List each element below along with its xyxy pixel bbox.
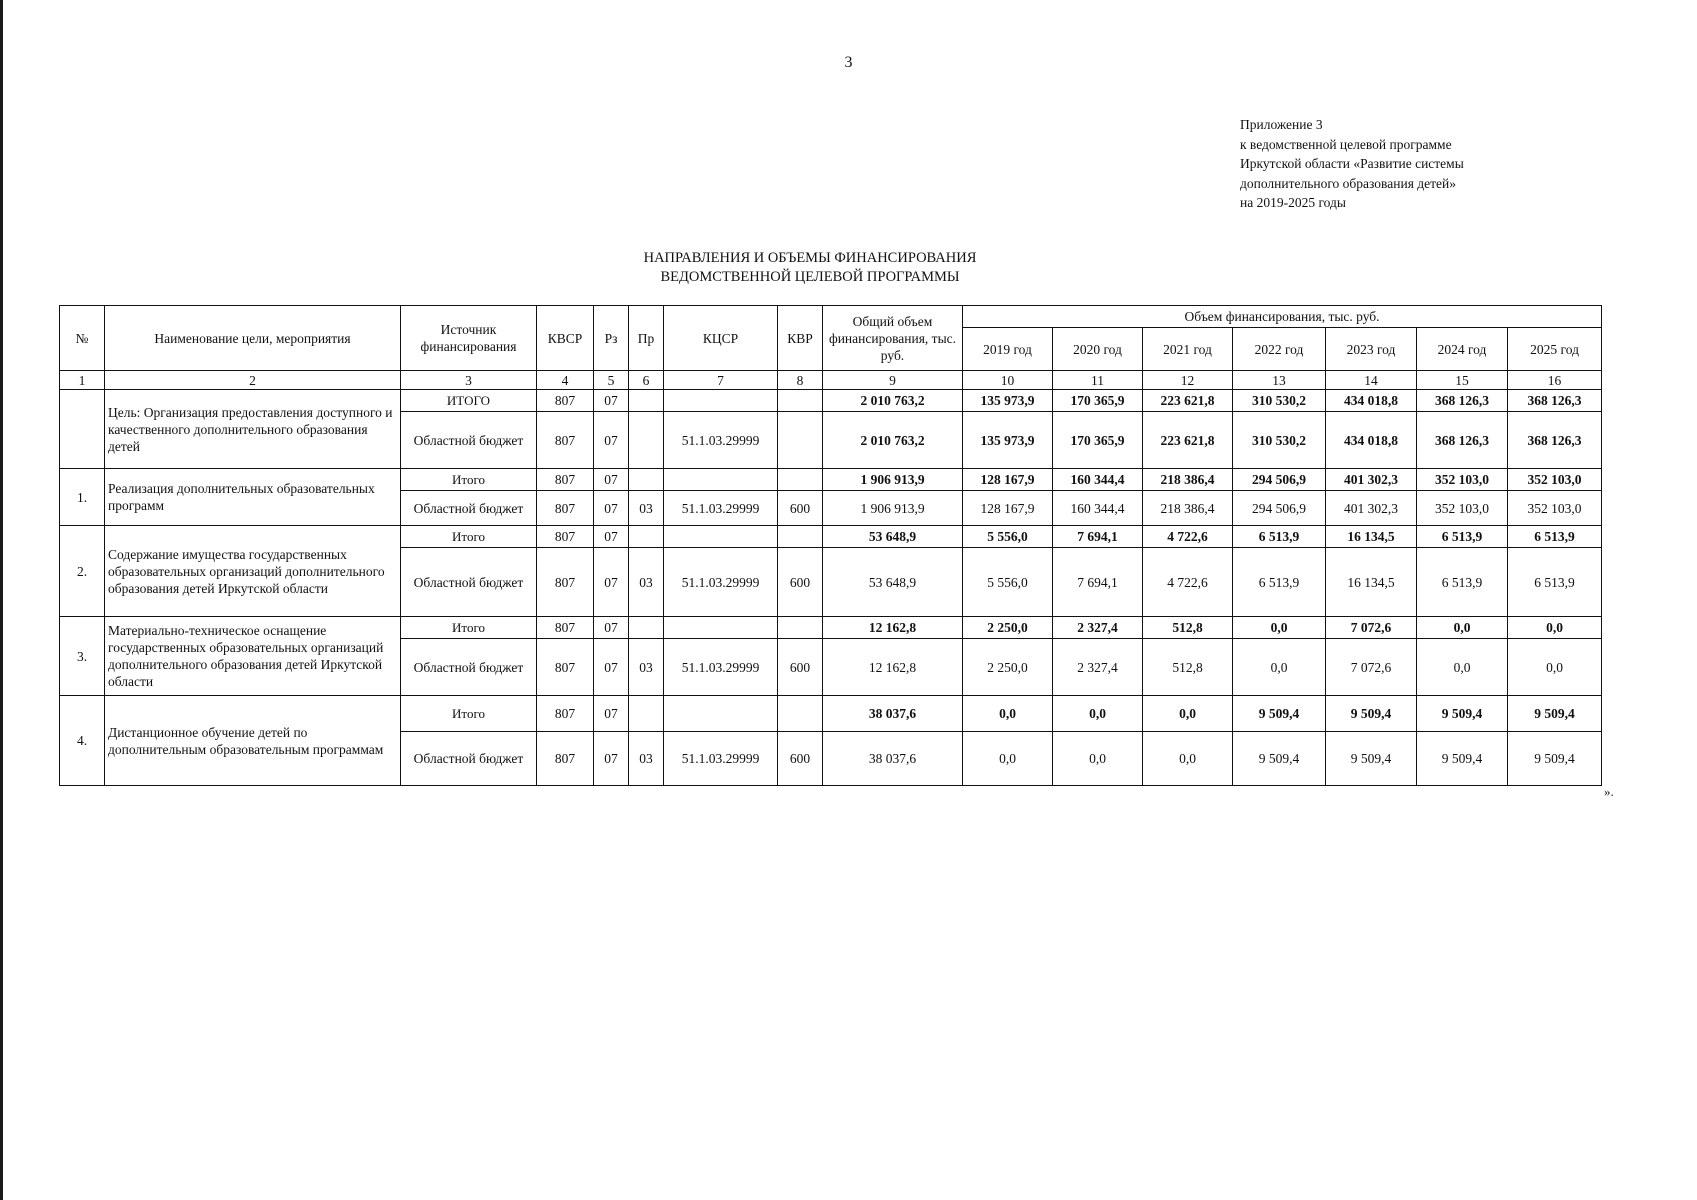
rz-cell: 07 — [594, 732, 629, 786]
appendix-line: к ведомственной целевой программе — [1240, 136, 1452, 152]
year-value-cell: 2 250,0 — [963, 639, 1053, 696]
year-value-cell: 7 694,1 — [1053, 526, 1143, 548]
year-value-cell: 352 103,0 — [1508, 491, 1602, 526]
year-value-cell: 6 513,9 — [1233, 526, 1326, 548]
kcsr-cell: 51.1.03.29999 — [664, 491, 778, 526]
year-value-cell: 135 973,9 — [963, 390, 1053, 412]
source-cell: Областной бюджет — [401, 639, 537, 696]
rz-cell: 07 — [594, 491, 629, 526]
column-number: 5 — [594, 371, 629, 390]
header-kvsr: КВСР — [537, 306, 594, 371]
year-value-cell: 294 506,9 — [1233, 491, 1326, 526]
source-cell: Итого — [401, 696, 537, 732]
kcsr-cell — [664, 469, 778, 491]
year-value-cell: 0,0 — [1233, 639, 1326, 696]
year-value-cell: 0,0 — [963, 732, 1053, 786]
column-number: 7 — [664, 371, 778, 390]
kcsr-cell — [664, 696, 778, 732]
kvr-cell — [778, 390, 823, 412]
column-number: 16 — [1508, 371, 1602, 390]
kvr-cell — [778, 526, 823, 548]
year-value-cell: 0,0 — [1417, 617, 1508, 639]
year-value-cell: 6 513,9 — [1508, 548, 1602, 617]
year-value-cell: 4 722,6 — [1143, 526, 1233, 548]
document-title — [560, 249, 1060, 287]
year-value-cell: 0,0 — [1233, 617, 1326, 639]
year-value-cell: 9 509,4 — [1508, 696, 1602, 732]
row-number — [60, 390, 105, 469]
year-value-cell: 128 167,9 — [963, 469, 1053, 491]
header-year: 2023 год — [1326, 328, 1417, 371]
kcsr-cell — [664, 390, 778, 412]
year-value-cell: 9 509,4 — [1508, 732, 1602, 786]
scan-left-edge — [0, 0, 3, 1200]
pr-cell: 03 — [629, 639, 664, 696]
row-number: 4. — [60, 696, 105, 786]
year-value-cell: 9 509,4 — [1326, 696, 1417, 732]
year-value-cell: 2 327,4 — [1053, 639, 1143, 696]
kvsr-cell: 807 — [537, 469, 594, 491]
kvr-cell: 600 — [778, 732, 823, 786]
year-value-cell: 0,0 — [1143, 732, 1233, 786]
kvsr-cell: 807 — [537, 732, 594, 786]
pr-cell — [629, 390, 664, 412]
header-total: Общий объем финансирования, тыс. руб. — [823, 306, 963, 371]
total-cell: 12 162,8 — [823, 639, 963, 696]
total-cell: 12 162,8 — [823, 617, 963, 639]
year-value-cell: 6 513,9 — [1417, 526, 1508, 548]
appendix-note — [1240, 115, 1464, 213]
year-value-cell: 6 513,9 — [1233, 548, 1326, 617]
kvsr-cell: 807 — [537, 548, 594, 617]
header-volume-group: Объем финансирования, тыс. руб. — [963, 306, 1602, 328]
year-value-cell: 401 302,3 — [1326, 469, 1417, 491]
year-value-cell: 5 556,0 — [963, 548, 1053, 617]
total-cell: 2 010 763,2 — [823, 390, 963, 412]
rz-cell: 07 — [594, 412, 629, 469]
header-rz: Рз — [594, 306, 629, 371]
year-value-cell: 218 386,4 — [1143, 491, 1233, 526]
pr-cell — [629, 617, 664, 639]
total-cell: 53 648,9 — [823, 526, 963, 548]
kvsr-cell: 807 — [537, 491, 594, 526]
source-cell: ИТОГО — [401, 390, 537, 412]
closing-quote: ». — [1604, 784, 1614, 799]
year-value-cell: 160 344,4 — [1053, 469, 1143, 491]
rz-cell: 07 — [594, 526, 629, 548]
financing-table — [59, 305, 1602, 786]
source-cell: Итого — [401, 469, 537, 491]
page-number: 3 — [844, 54, 853, 71]
source-cell: Областной бюджет — [401, 412, 537, 469]
kvr-cell: 600 — [778, 491, 823, 526]
kvr-cell: 600 — [778, 548, 823, 617]
column-number: 2 — [105, 371, 401, 390]
year-value-cell: 9 509,4 — [1417, 696, 1508, 732]
column-number: 9 — [823, 371, 963, 390]
rz-cell: 07 — [594, 548, 629, 617]
year-value-cell: 170 365,9 — [1053, 390, 1143, 412]
kcsr-cell — [664, 617, 778, 639]
source-cell: Итого — [401, 617, 537, 639]
row-number: 2. — [60, 526, 105, 617]
column-number: 4 — [537, 371, 594, 390]
row-name: Дистанционное обучение детей по дополнительным образовательным программам — [105, 696, 401, 786]
appendix-line: Иркутской области «Развитие системы — [1240, 156, 1464, 171]
row-name: Содержание имущества государственных образовательных организаций дополнительного образования детей Иркутской области — [105, 526, 401, 617]
header-pr: Пр — [629, 306, 664, 371]
total-cell: 2 010 763,2 — [823, 412, 963, 469]
row-name: Материально-техническое оснащение государственных образовательных организаций дополнительного образования детей Иркутской области — [105, 617, 401, 696]
column-number: 10 — [963, 371, 1053, 390]
year-value-cell: 352 103,0 — [1417, 491, 1508, 526]
rz-cell: 07 — [594, 469, 629, 491]
header-name: Наименование цели, мероприятия — [105, 306, 401, 371]
year-value-cell: 352 103,0 — [1417, 469, 1508, 491]
year-value-cell: 7 072,6 — [1326, 639, 1417, 696]
total-cell: 1 906 913,9 — [823, 469, 963, 491]
column-number: 12 — [1143, 371, 1233, 390]
year-value-cell: 0,0 — [1053, 696, 1143, 732]
table-row — [60, 617, 1602, 639]
header-year: 2019 год — [963, 328, 1053, 371]
table-body — [60, 390, 1602, 786]
year-value-cell: 434 018,8 — [1326, 412, 1417, 469]
rz-cell: 07 — [594, 639, 629, 696]
kcsr-cell: 51.1.03.29999 — [664, 548, 778, 617]
year-value-cell: 9 509,4 — [1233, 696, 1326, 732]
total-cell: 38 037,6 — [823, 732, 963, 786]
kvsr-cell: 807 — [537, 617, 594, 639]
kvsr-cell: 807 — [537, 696, 594, 732]
row-number: 3. — [60, 617, 105, 696]
row-number: 1. — [60, 469, 105, 526]
header-year: 2020 год — [1053, 328, 1143, 371]
header-kvr: КВР — [778, 306, 823, 371]
pr-cell: 03 — [629, 548, 664, 617]
column-number: 3 — [401, 371, 537, 390]
row-name: Реализация дополнительных образовательных программ — [105, 469, 401, 526]
column-number: 1 — [60, 371, 105, 390]
column-number: 8 — [778, 371, 823, 390]
kvsr-cell: 807 — [537, 526, 594, 548]
year-value-cell: 9 509,4 — [1233, 732, 1326, 786]
kvr-cell — [778, 696, 823, 732]
year-value-cell: 368 126,3 — [1417, 390, 1508, 412]
rz-cell: 07 — [594, 390, 629, 412]
table-row — [60, 696, 1602, 732]
kvr-cell — [778, 617, 823, 639]
year-value-cell: 6 513,9 — [1508, 526, 1602, 548]
column-number: 11 — [1053, 371, 1143, 390]
year-value-cell: 310 530,2 — [1233, 390, 1326, 412]
kvsr-cell: 807 — [537, 639, 594, 696]
year-value-cell: 7 694,1 — [1053, 548, 1143, 617]
header-num: № — [60, 306, 105, 371]
year-value-cell: 310 530,2 — [1233, 412, 1326, 469]
year-value-cell: 4 722,6 — [1143, 548, 1233, 617]
year-value-cell: 218 386,4 — [1143, 469, 1233, 491]
year-value-cell: 223 621,8 — [1143, 390, 1233, 412]
header-year: 2024 год — [1417, 328, 1508, 371]
year-value-cell: 0,0 — [1417, 639, 1508, 696]
title-line: НАПРАВЛЕНИЯ И ОБЪЕМЫ ФИНАНСИРОВАНИЯ — [643, 250, 977, 266]
source-cell: Итого — [401, 526, 537, 548]
kcsr-cell: 51.1.03.29999 — [664, 412, 778, 469]
kcsr-cell — [664, 526, 778, 548]
rz-cell: 07 — [594, 617, 629, 639]
kvr-cell — [778, 412, 823, 469]
year-value-cell: 368 126,3 — [1508, 390, 1602, 412]
year-value-cell: 128 167,9 — [963, 491, 1053, 526]
header-year: 2025 год — [1508, 328, 1602, 371]
rz-cell: 07 — [594, 696, 629, 732]
appendix-line: на 2019-2025 годы — [1240, 195, 1346, 210]
table-row — [60, 390, 1602, 412]
year-value-cell: 9 509,4 — [1417, 732, 1508, 786]
year-value-cell: 512,8 — [1143, 617, 1233, 639]
total-cell: 1 906 913,9 — [823, 491, 963, 526]
column-number: 13 — [1233, 371, 1326, 390]
year-value-cell: 434 018,8 — [1326, 390, 1417, 412]
kvr-cell — [778, 469, 823, 491]
year-value-cell: 0,0 — [963, 696, 1053, 732]
row-name: Цель: Организация предоставления доступного и качественного дополнительного образования детей — [105, 390, 401, 469]
year-value-cell: 16 134,5 — [1326, 548, 1417, 617]
appendix-line: Приложение 3 — [1240, 117, 1323, 132]
header-year: 2021 год — [1143, 328, 1233, 371]
year-value-cell: 0,0 — [1508, 639, 1602, 696]
kvr-cell: 600 — [778, 639, 823, 696]
year-value-cell: 2 327,4 — [1053, 617, 1143, 639]
kvsr-cell: 807 — [537, 390, 594, 412]
header-source: Источник финансирования — [401, 306, 537, 371]
source-cell: Областной бюджет — [401, 491, 537, 526]
year-value-cell: 294 506,9 — [1233, 469, 1326, 491]
title-line: ВЕДОМСТВЕННОЙ ЦЕЛЕВОЙ ПРОГРАММЫ — [660, 269, 960, 285]
year-value-cell: 0,0 — [1508, 617, 1602, 639]
year-value-cell: 6 513,9 — [1417, 548, 1508, 617]
year-value-cell: 7 072,6 — [1326, 617, 1417, 639]
total-cell: 53 648,9 — [823, 548, 963, 617]
year-value-cell: 16 134,5 — [1326, 526, 1417, 548]
kvsr-cell: 807 — [537, 412, 594, 469]
pr-cell — [629, 412, 664, 469]
year-value-cell: 223 621,8 — [1143, 412, 1233, 469]
year-value-cell: 352 103,0 — [1508, 469, 1602, 491]
pr-cell — [629, 696, 664, 732]
year-value-cell: 2 250,0 — [963, 617, 1053, 639]
total-cell: 38 037,6 — [823, 696, 963, 732]
table-row — [60, 526, 1602, 548]
table-row — [60, 469, 1602, 491]
year-value-cell: 9 509,4 — [1326, 732, 1417, 786]
year-value-cell: 5 556,0 — [963, 526, 1053, 548]
pr-cell — [629, 526, 664, 548]
year-value-cell: 170 365,9 — [1053, 412, 1143, 469]
pr-cell: 03 — [629, 732, 664, 786]
year-value-cell: 512,8 — [1143, 639, 1233, 696]
year-value-cell: 160 344,4 — [1053, 491, 1143, 526]
pr-cell — [629, 469, 664, 491]
kcsr-cell: 51.1.03.29999 — [664, 639, 778, 696]
header-year: 2022 год — [1233, 328, 1326, 371]
source-cell: Областной бюджет — [401, 732, 537, 786]
column-number: 15 — [1417, 371, 1508, 390]
year-value-cell: 0,0 — [1053, 732, 1143, 786]
kcsr-cell: 51.1.03.29999 — [664, 732, 778, 786]
year-value-cell: 135 973,9 — [963, 412, 1053, 469]
year-value-cell: 368 126,3 — [1417, 412, 1508, 469]
year-value-cell: 0,0 — [1143, 696, 1233, 732]
column-number: 6 — [629, 371, 664, 390]
column-number: 14 — [1326, 371, 1417, 390]
header-kcsr: КЦСР — [664, 306, 778, 371]
source-cell: Областной бюджет — [401, 548, 537, 617]
pr-cell: 03 — [629, 491, 664, 526]
year-value-cell: 401 302,3 — [1326, 491, 1417, 526]
year-value-cell: 368 126,3 — [1508, 412, 1602, 469]
appendix-line: дополнительного образования детей» — [1240, 175, 1456, 191]
